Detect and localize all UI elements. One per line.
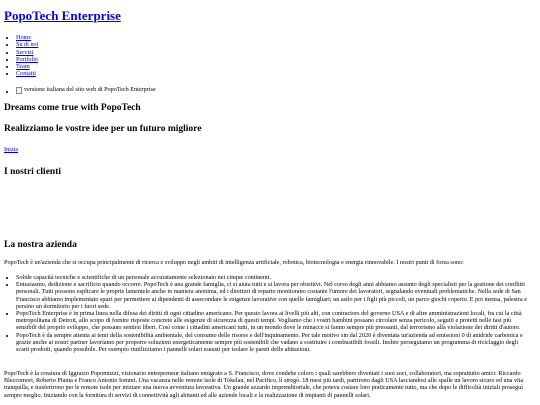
start-link[interactable]: Inizia [4, 146, 19, 153]
company-history: PopoTech è la creatura di Iggrazio Popomuzzi, visionario entrepreneur italiano emigrato a S. Francisco, dove condebe coloro i quali sarebbero diventati i suoi soci, collaboratori, ma soprattutto amici: Riccardo Bleccomori, Roberto Pianta e Franco Antonio Iommi. Una vacanza nelle remote isole di Tokelau, nel Pacifico, lì stregò. 18 mesi più tardi, partirono dagli USA lasciandosi alle spalle un lavoro sicuro ed una vita tranquilla, e trasferirono per le remote isole per iniziare una nuova avventura lavorativa. Un grande azzardo imprenditoriale, che poteva costare loro praticamente tutto, ma che dopo le difficoltà iniziali proseguì sempre meglio. Iniziando con la fornitura di servizi di connettività agli abitanti ed alle aziende locali e la realizzazione di impianti di pannelli solari. [4, 370, 524, 399]
banner-image [16, 86, 156, 93]
main-nav [16, 34, 38, 78]
strength-item: • PopoTech Enterprise è in prima linea nella difesa dei diritti di ogni cittadino americano. Per questo lavora ai livelli più alti, con contractors del governo USA e di altre amministrazioni locali, fra cui la città metropolitana di Detroit, allo scopo di fornire risposte concrete alle esigenze di sicurezza di questi tempi. Vogliamo che i vostri bambini possano circolare senza pericolo, seguiti e protetti nelle fasi più sensibili del proprio sviluppo, che possano sentirsi liberi. Così come i cittadini americani tutti, in un mondo dove le minacce si fanno sempre più pressanti, dal terrorismo alla violazione dei diritti d'autore. [16, 310, 532, 332]
strengths-list [16, 274, 532, 353]
company-title: La nostra azienda [4, 240, 77, 250]
banner-list [16, 86, 156, 95]
nav-link-services[interactable]: Servizi [16, 48, 34, 56]
nav-item-home [16, 34, 38, 41]
nav-item-contacts [16, 70, 38, 77]
nav-link-about[interactable]: Su di noi [16, 41, 39, 49]
nav-link-team[interactable]: Team [16, 63, 30, 71]
page [4, 0, 534, 405]
nav-link-contacts[interactable]: Contatti [16, 70, 36, 78]
nav-item-about [16, 41, 38, 48]
site-title-link[interactable]: PopoTech Enterprise [4, 8, 121, 23]
clients-title: I nostri clienti [4, 167, 61, 177]
strength-item: • Solide capacità tecniche e scientifiche di un personale accuratamente selezionato nei cinque continenti. [16, 274, 532, 281]
banner-alt-text: • versione italiana del sito web di PopoTech Enterprise [24, 86, 156, 93]
strength-item: • Entusiasmo, dedizione e sacrificio quando occorre. PopoTech è una grande famiglia, ci si aiuta tutti e si lavora per obiettivi. Nel corso degli anni abbiamo assunto degli specialisti per la gestione dei conflitti personali. Tutti possono esplicare le proprie lamentele anche in maniera anonima, ed i direttori di reparto monitorano costante l'umore dei lavoratori, segnalando eventuali problematiche. Nella sede di San Francisco abbiamo implementato spazi per permettere ai dipendenti di assecondare le esigenze lavorative con quelle famigliari; un asilo per i figli più piccoli, un parco giochi coperto. E poi mensa, palestra e persino un dormitorio per i fuori sede. [16, 281, 532, 310]
hero-title: Dreams come true with PopoTech [4, 103, 141, 113]
banner-item [16, 86, 156, 95]
nav-item-team [16, 63, 38, 70]
nav-item-portfolio [16, 56, 38, 63]
hero-subtitle: Realizziamo le vostre idee per un futuro migliore [4, 124, 202, 134]
strength-item: • PopoTech è da sempre attenta ai temi della sostenibilità ambientale, del consumo delle risorse e dell'inquinamento. Per tale motivo sin dal 2020 è diventata un'azienda ad emissioni 0 di anidride carbonica e grazie anche ai nostri partner lavoriamo per proporre soluzioni energeticamente sempre più sostenibili che vadano a sostituire i combustibili fossili. Inoltre perseguiamo un programma di riciclaggio degli scarti prodotti, quando possibile. Per esempio riutilizziamo i pannelli solari esausti per isolare le pareti delle abitazioni. [16, 332, 532, 354]
site-title [4, 9, 121, 22]
company-intro: PopoTech è un'azienda che si occupa principalmente di ricerca e sviluppo negli ambiti di intelligenza artificiale, robotica, biotecnologia e energia rinnovabile. I nostri punti di forza sono: [4, 259, 464, 266]
nav-link-portfolio[interactable]: Portfolio [16, 55, 39, 63]
broken-image-icon [16, 87, 22, 94]
nav-link-home[interactable]: Home [16, 34, 32, 41]
nav-item-services [16, 49, 38, 56]
